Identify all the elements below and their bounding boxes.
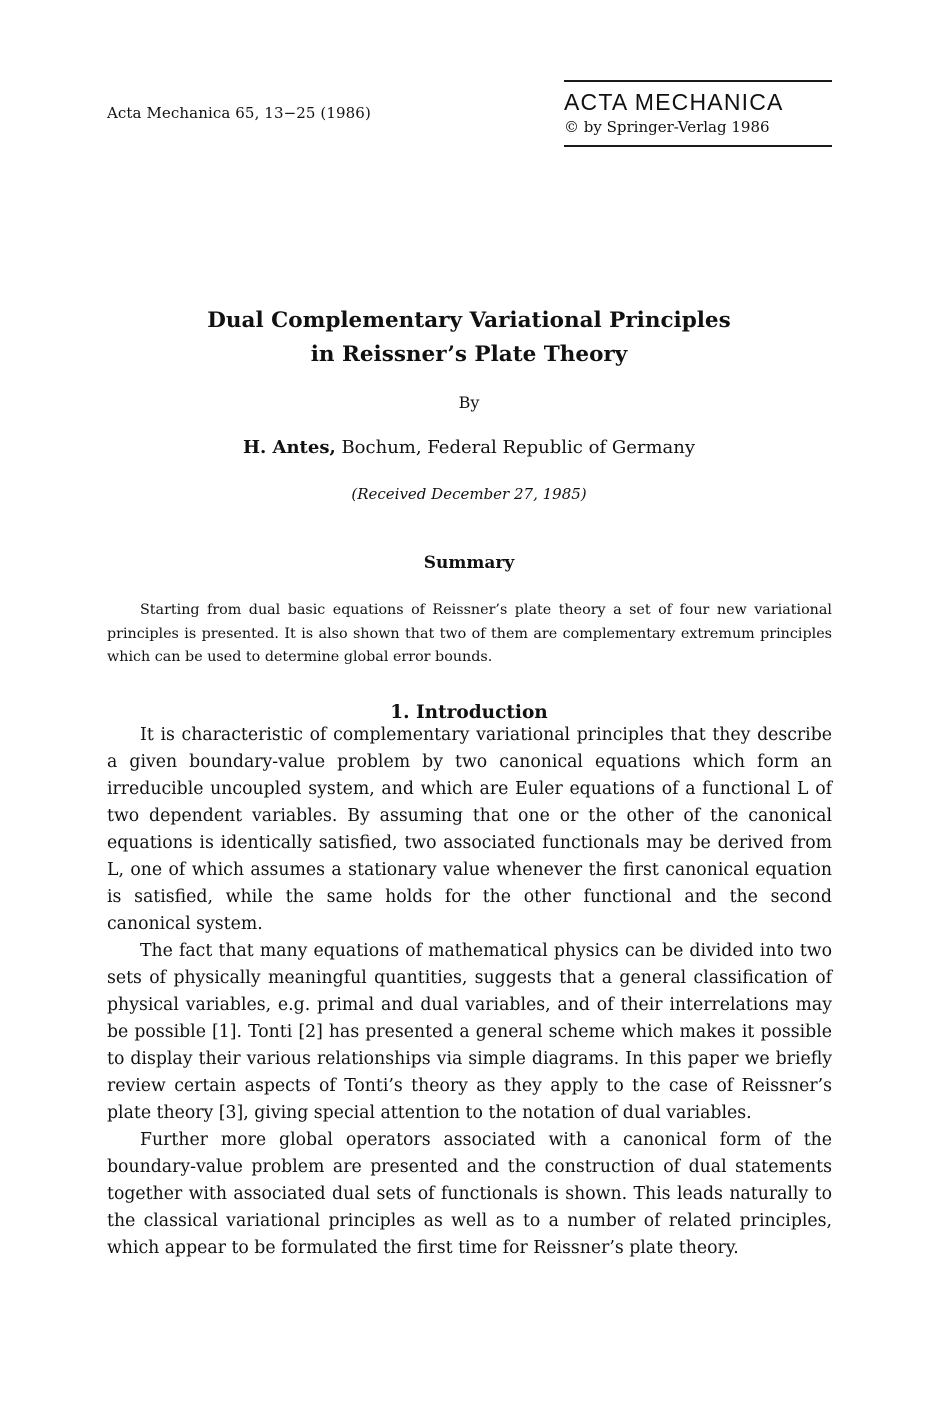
received-date: (Received December 27, 1985)	[351, 485, 587, 503]
article-title-line1: Dual Complementary Variational Principles	[207, 308, 731, 333]
author-line	[0, 437, 938, 458]
intro-paragraph: It is characteristic of complementary variational principles that they describe a given boundary-value problem by two canonical equations which form an irreducible uncoupled system, and which are Euler equations of a functional L of two dependent variables. By assuming that one or the other of the canonical equations is identically satisfied, two associated functionals may be derived from L, one of which assumes a stationary value whenever the first canonical equation is satisfied, while the same holds for the other functional and the second canonical system.	[107, 725, 832, 934]
journal-name: ACTA MECHANICA	[564, 89, 784, 115]
copyright-notice: © by Springer-Verlag 1986	[564, 118, 770, 136]
section-heading-introduction: 1. Introduction	[390, 702, 548, 723]
article-title-line2: in Reissner’s Plate Theory	[310, 342, 628, 367]
introduction-body	[107, 722, 832, 1262]
journal-masthead	[564, 80, 832, 147]
intro-paragraph: The fact that many equations of mathematical physics can be divided into two sets of physically meaningful quantities, suggests that a general classification of physical variables, e.g. primal and dual variables, and of their interrelations may be possible [1]. Tonti [2] has presented a general scheme which makes it possible to display their various relationships via simple diagrams. In this paper we briefly review certain aspects of Tonti’s theory as they apply to the case of Reissner’s plate theory [3], giving special attention to the notation of dual variables.	[107, 941, 832, 1123]
intro-paragraph: Further more global operators associated with a canonical form of the boundary-value problem are presented and the construction of dual statements together with associated dual sets of functionals is shown. This leads naturally to the classical variational principles as well as to a number of related principles, which appear to be formulated the first time for Reissner’s plate theory.	[107, 1130, 832, 1258]
journal-citation: Acta Mechanica 65, 13−25 (1986)	[107, 104, 371, 122]
byline-label: By	[458, 393, 480, 412]
article-title	[0, 304, 938, 372]
author-name: H. Antes,	[242, 437, 336, 458]
summary-text: Starting from dual basic equations of Reissner’s plate theory a set of four new variational principles is presented. It is also shown that two of them are complementary extremum principles which can be used to determine global error bounds.	[107, 602, 832, 665]
author-affiliation: Bochum, Federal Republic of Germany	[335, 437, 696, 458]
summary-heading: Summary	[423, 553, 515, 573]
